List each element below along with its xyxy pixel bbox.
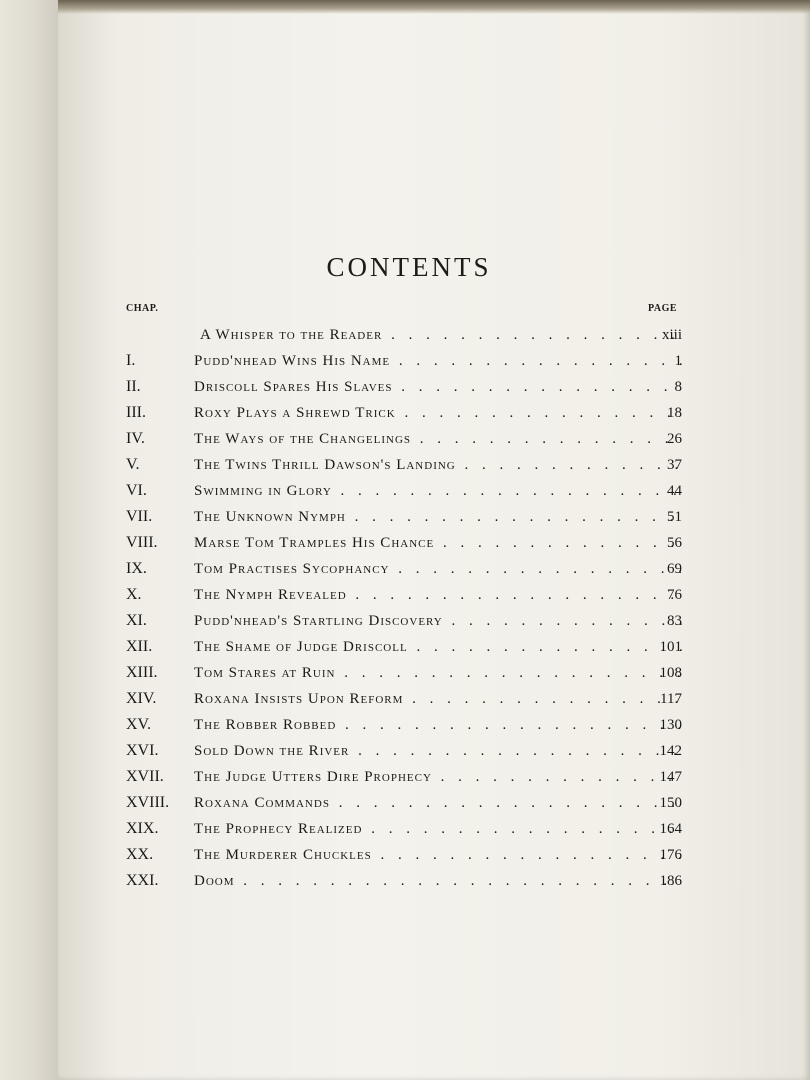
toc-row xyxy=(0,868,810,894)
chapter-number: XX. xyxy=(126,846,154,863)
chapter-title: The Murderer Chuckles . . . xyxy=(194,842,682,868)
chapter-title: Swimming in Glory . . . xyxy=(194,478,682,504)
page-number: 150 xyxy=(659,795,682,811)
page-number: 186 xyxy=(659,873,682,889)
chapter-number: XI. xyxy=(126,612,147,629)
page-column-label: PAGE xyxy=(648,303,678,314)
toc-row xyxy=(0,478,810,504)
chapter-title: The Shame of Judge Driscoll . . . xyxy=(194,634,682,660)
page-number: 176 xyxy=(659,847,682,863)
chapter-title: Doom . . . xyxy=(194,868,682,894)
chapter-title: Tom Practises Sycophancy . . . xyxy=(194,556,682,582)
chapter-number: VIII. xyxy=(126,534,158,551)
chapter-title: The Twins Thrill Dawson's Landing . . . xyxy=(194,452,682,478)
page-number: 130 xyxy=(659,717,682,733)
page-number: 8 xyxy=(674,379,682,395)
toc-row xyxy=(0,426,810,452)
chapter-title: The Ways of the Changelings . . . xyxy=(194,426,682,452)
chapter-title: The Robber Robbed . . . xyxy=(194,712,682,738)
chapter-title: A Whisper to the Reader . . . xyxy=(200,322,682,348)
chapter-title: Roxana Insists Upon Reform . . . xyxy=(194,686,682,712)
toc-row xyxy=(0,504,810,530)
chapter-number: XVII. xyxy=(126,768,164,785)
chapter-number: VII. xyxy=(126,508,153,525)
toc-row-preface xyxy=(0,322,810,348)
chapter-title: The Nymph Revealed . . . xyxy=(194,582,682,608)
chapter-title: Roxy Plays a Shrewd Trick . . . xyxy=(194,400,682,426)
page-number: 142 xyxy=(659,743,682,759)
toc-row xyxy=(0,686,810,712)
chapter-number: XIV. xyxy=(126,690,157,707)
chapter-title: The Judge Utters Dire Prophecy . . . xyxy=(194,764,682,790)
chapter-title: The Prophecy Realized . . . xyxy=(194,816,682,842)
toc-row xyxy=(0,842,810,868)
chapter-number: XIII. xyxy=(126,664,158,681)
page-number: 117 xyxy=(660,691,682,707)
page-number: 18 xyxy=(667,405,682,421)
page-number: 83 xyxy=(667,613,682,629)
contents-title: CONTENTS xyxy=(326,252,492,282)
chapter-number: XXI. xyxy=(126,872,159,889)
page-number: 56 xyxy=(667,535,682,551)
toc-row xyxy=(0,608,810,634)
chapter-title: Driscoll Spares His Slaves . . . xyxy=(194,374,682,400)
toc-row xyxy=(0,712,810,738)
chap-column-label: CHAP. xyxy=(126,303,159,314)
chapter-title: Roxana Commands . . . xyxy=(194,790,682,816)
toc-row xyxy=(0,582,810,608)
page-number: 69 xyxy=(667,561,682,577)
page-number: xiii xyxy=(661,327,682,343)
toc-row xyxy=(0,530,810,556)
page-number: 44 xyxy=(667,483,682,499)
chapter-title: Pudd'nhead Wins His Name . . . xyxy=(194,348,682,374)
chapter-title: Pudd'nhead's Startling Discovery . . . xyxy=(194,608,682,634)
chapter-title: The Unknown Nymph . . . xyxy=(194,504,682,530)
page-number: 76 xyxy=(667,587,682,603)
chapter-number: III. xyxy=(126,404,146,421)
page-number: 51 xyxy=(667,509,682,525)
toc-row xyxy=(0,816,810,842)
toc-row xyxy=(0,660,810,686)
chapter-number: X. xyxy=(126,586,142,603)
chapter-number: XIX. xyxy=(126,820,159,837)
chapter-title: Tom Stares at Ruin . . . xyxy=(194,660,682,686)
toc-row xyxy=(0,790,810,816)
page-number: 147 xyxy=(659,769,682,785)
toc-row xyxy=(0,348,810,374)
page-top-shadow xyxy=(58,0,810,14)
chapter-number: XVI. xyxy=(126,742,159,759)
toc-row xyxy=(0,556,810,582)
chapter-number: I. xyxy=(126,352,136,369)
page-number: 26 xyxy=(667,431,682,447)
toc-row xyxy=(0,374,810,400)
page-number: 101 xyxy=(659,639,682,655)
chapter-number: XV. xyxy=(126,716,152,733)
chapter-number: IV. xyxy=(126,430,145,447)
toc-row xyxy=(0,452,810,478)
page-number: 1 xyxy=(674,353,682,369)
page-number: 37 xyxy=(667,457,682,473)
chapter-number: IX. xyxy=(126,560,147,577)
toc-row xyxy=(0,764,810,790)
chapter-number: V. xyxy=(126,456,140,473)
toc-row xyxy=(0,634,810,660)
chapter-number: II. xyxy=(126,378,141,395)
chapter-number: VI. xyxy=(126,482,147,499)
chapter-number: XVIII. xyxy=(126,794,170,811)
chapter-title: Sold Down the River . . . xyxy=(194,738,682,764)
page-number: 108 xyxy=(659,665,682,681)
chapter-number: XII. xyxy=(126,638,153,655)
page-number: 164 xyxy=(659,821,682,837)
toc-row xyxy=(0,738,810,764)
toc-row xyxy=(0,400,810,426)
chapter-title: Marse Tom Tramples His Chance . . . xyxy=(194,530,682,556)
